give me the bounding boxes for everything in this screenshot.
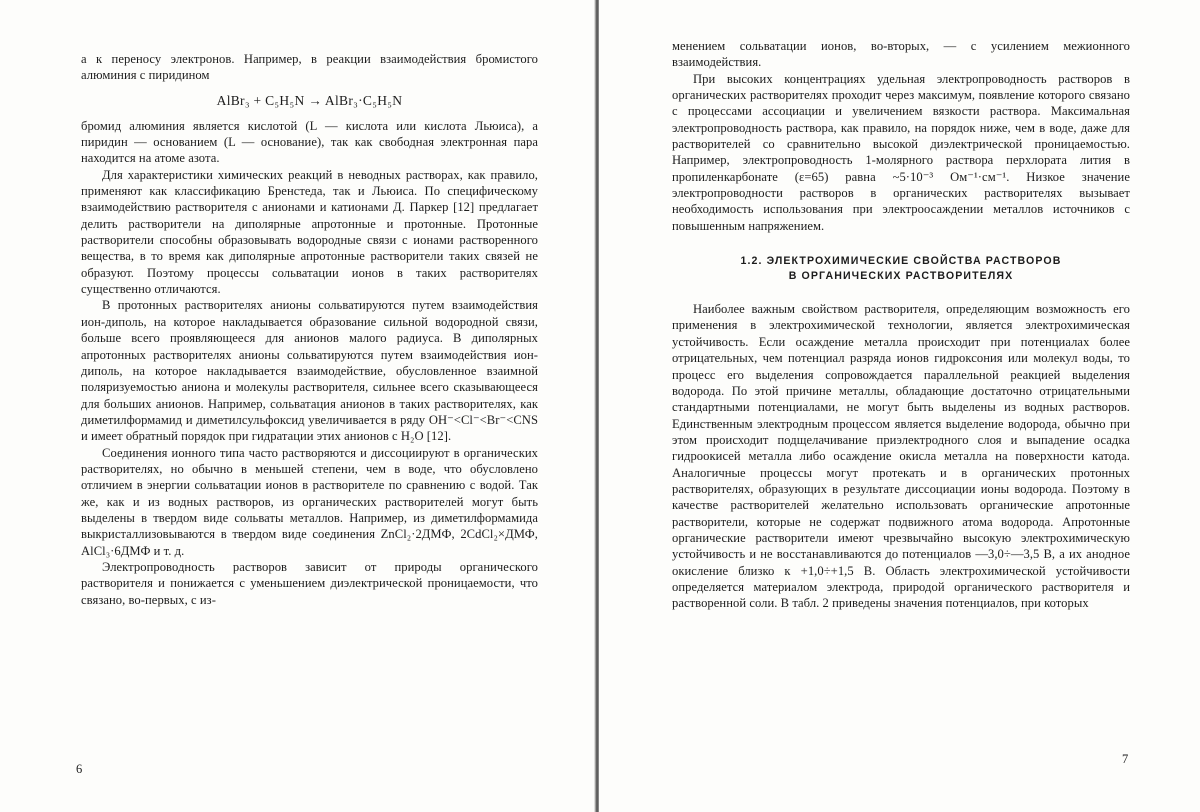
paragraph: Соединения ионного типа часто растворяются и диссоциируют в органических растворителях, но обычно в меньшей степени, чем в воде, что обусловлено отличием в энергии сольватации ионов в растворителе по сравнению с водой. Так же, как и из водных растворов, из органических растворителей могут быть выделены в твердом виде сольваты металлов. Например, из диметилформамида выкристаллизовываются в твердом виде соединения ZnCl₂·2ДМФ, 2CdCl₂×ДМФ, AlCl₃·6ДМФ и т. д. [81, 445, 538, 558]
page-number: 6 [76, 762, 83, 776]
left-page-text [81, 51, 538, 608]
paragraph: В протонных растворителях анионы сольватируются путем взаимодействия ион-диполь, на которое накладывается образование сильной водородной связи, больше всего проявляющееся для анионов малого радиуса. В диполярных апротонных растворителях анионы сольватируются путем взаимодействия ион-диполь, на которое накладывается взаимодействие, обусловленное взаимной поляризуемостью аниона и молекулы растворителя, сильнее всего сказывающееся для больших анионов. Например, сольватация анионов в таких растворителях, как диметилформамид и диметилсульфоксид увеличивается в ряду OH⁻<Cl⁻<Br⁻<CNS и имеет обратный порядок при гидратации этих анионов с H₂O [12]. [81, 298, 538, 444]
paragraph: а к переносу электронов. Например, в реакции взаимодействия бромистого алюминия с пиридином [81, 52, 538, 83]
page-number: 7 [1122, 752, 1129, 766]
section-heading-line-2: В ОРГАНИЧЕСКИХ РАСТВОРИТЕЛЯХ [788, 269, 1014, 282]
right-page [600, 0, 1200, 812]
book-gutter [594, 0, 599, 812]
chemical-formula: AlBr₃ + C₅H₅N → AlBr₃·C₅H₅N [216, 92, 403, 108]
paragraph: При высоких концентрациях удельная электропроводность растворов в органических растворителях проходит через максимум, появление которого связано с процессами ассоциации и увеличением вязкости раствора. Максимальная электропроводность раствора, как правило, на порядок ниже, чем в воде, даже для растворителей со сравнительно высокой диэлектрической проницаемостью. Например, электропроводность 1-молярного раствора перхлората лития в пропиленкарбонате (ε=65) равна ~5·10⁻³ Ом⁻¹·см⁻¹. Низкое значение электропроводности растворов в органических растворителях вызывает необходимость использования при электроосаждении металлов источников с повышенным напряжением. [672, 71, 1130, 233]
paragraph: Наиболее важным свойством растворителя, определяющим возможность его применения в электрохимической технологии, является электрохимическая устойчивость. Если осаждение металла происходит при потенциалах более отрицательных, чем потенциал разряда ионов гидроксония или молекул воды, то процесс его выделения сопровождается параллельной реакцией выделения водорода. По этой причине металлы, обладающие достаточно отрицательными стандартными потенциалами, не могут быть выделены из водных растворов. Единственным электродным процессом является выделение водорода, обычно при этом происходит подщелачивание приэлектродного слоя и выпадение осадка гидроокисей металла либо осаждение окисла металла на поверхности катода. Аналогичные процессы могут протекать и в органических протонных растворителях, образующих в результате диссоциации ионы водорода. Поэтому в качестве растворителей желательно использовать органические апротонные растворители, которые не содержат подвижного атома водорода. Апротонные органические растворители имеют чрезвычайно высокую электрохимическую устойчивость и не восстанавливаются до потенциалов —3,0÷—3,5 В, а их анодное окисление близко к +1,0÷+1,5 В. Область электрохимической устойчивости определяется материалом электрода, природой органического растворителя и растворенной соли. В табл. 2 приведены значения потенциалов, при которых [672, 302, 1130, 611]
paragraph: Электропроводность растворов зависит от природы органического растворителя и понижается с уменьшением диэлектрической проницаемости, что связано, во-первых, с из- [81, 559, 538, 607]
left-page [0, 0, 596, 812]
section-heading-line-1: 1.2. ЭЛЕКТРОХИМИЧЕСКИЕ СВОЙСТВА РАСТВОРОВ [740, 255, 1062, 268]
paragraph: менением сольватации ионов, во-вторых, — с усилением межионного взаимодействия. [672, 39, 1130, 70]
section-heading [672, 254, 1130, 283]
right-page-text [672, 38, 1130, 612]
paragraph: Для характеристики химических реакций в неводных растворах, как правило, применяют как классификацию Бренстеда, так и Льюиса. По специфическому взаимодействию растворителя с анионами и катионами Д. Паркер [12] предлагает делить растворители на диполярные апротонные и протонные. Протонные растворители способны образовывать водородные связи с ионами растворенного вещества, в то время как диполярные апротонные растворители таких связей не образуют. Поэтому процессы сольватации ионов в таких растворителях существенно отличаются. [81, 167, 538, 297]
paragraph: бромид алюминия является кислотой (L — кислота или кислота Льюиса), а пиридин — основанием (L — основание), так как свободная электронная пара находится на атоме азота. [81, 118, 538, 166]
